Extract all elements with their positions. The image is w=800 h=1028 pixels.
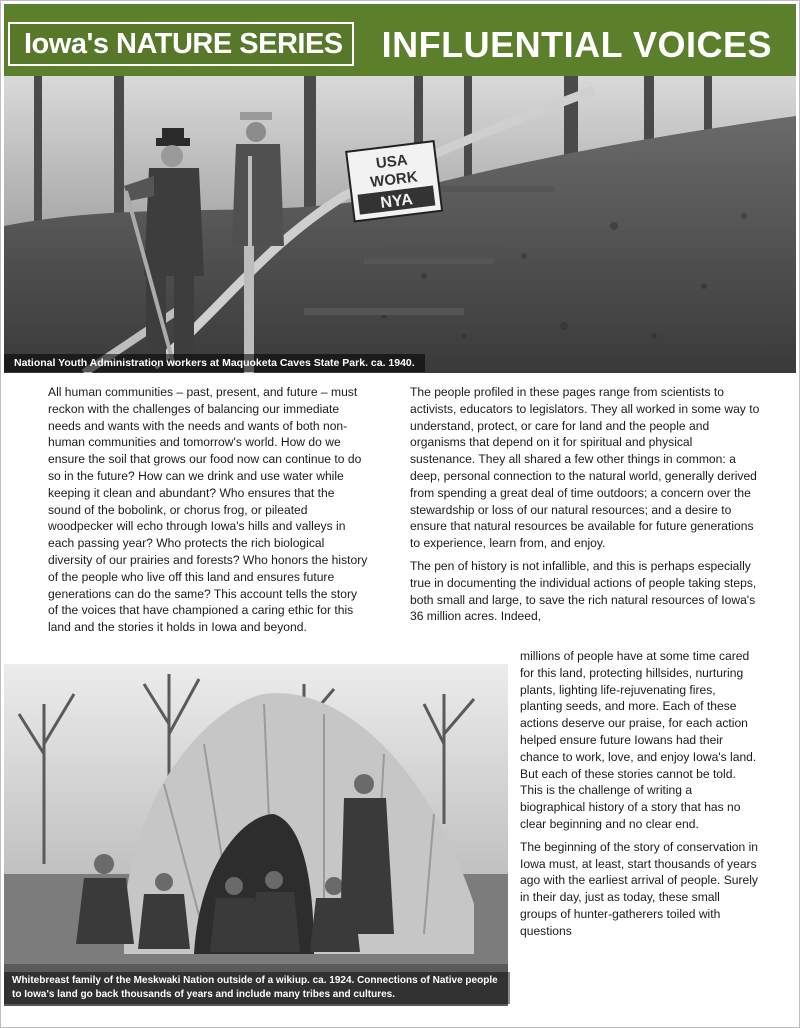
article-left-column bbox=[48, 384, 370, 642]
bottom-photo bbox=[4, 664, 508, 1006]
top-photo-caption: National Youth Administration workers at Maquoketa Caves State Park. ca. 1940. bbox=[4, 354, 425, 372]
history-paragraph-continued: millions of people have at some time cared for this land, protecting hillsides, nurturing plants, lighting life-rejuvenating fires, planting seeds, and more. Each of these actions deserve our praise, for each action helped ensure future Iowans had their chance to work, love, and enjoy Iowa's land. But each of these stories cannot be told. This is the challenge of writing a biographical history of a story that has no clear beginning and no clear end. bbox=[520, 649, 757, 831]
nya-workers-photo bbox=[4, 76, 796, 373]
page-title: INFLUENTIAL VOICES bbox=[381, 24, 772, 65]
wikiup-family-photo bbox=[4, 664, 508, 1006]
sign-text-usa: USA bbox=[375, 151, 409, 173]
beginning-paragraph: The beginning of the story of conservation in Iowa must, at least, start thousands of years ago with the earliest arrival of people. Surely in their day, just as today, these small groups of hunter-gatherers toiled with questions bbox=[520, 839, 758, 938]
history-paragraph-start: The pen of history is not infallible, and this is perhaps especially true in documenting the individual actions of people taking steps, both small and large, to save the rich natural resources of Iowa's 36 million acres. Indeed, bbox=[410, 558, 757, 624]
sign-text-nya: NYA bbox=[379, 191, 414, 212]
top-photo bbox=[4, 76, 796, 373]
sign-text-work: WORK bbox=[369, 168, 419, 192]
header-banner bbox=[4, 4, 796, 76]
series-label: Iowa's NATURE SERIES bbox=[8, 22, 354, 66]
article-right-column bbox=[410, 384, 760, 631]
article-right-narrow-column bbox=[520, 648, 760, 946]
profiles-paragraph: The people profiled in these pages range from scientists to activists, educators to legislators. They all worked in some way to understand, protect, or care for land and the people and organisms that depend on it for spiritual and physical sustenance. They all shared a few other things in common: a deep, personal connection to the natural world, generally derived from spending a great deal of time outdoors; a concern over the stewardship or loss of our natural resources; and a desire to ensure that natural resources be available for future generations to experience, learn from, and enjoy. bbox=[410, 385, 760, 551]
intro-paragraph: All human communities – past, present, and future – must reckon with the challenges of balancing our immediate needs and wants with the needs and wants of both non-human communities and tomorrow's world. How do we ensure the soil that grows our food now can continue to do so in the future? How can we drink and use water while keeping it clean and abundant? Who ensures that the sound of the bobolink, or chorus frog, or pileated woodpecker will echo through Iowa's hills and valleys in each passing year? Who protects the rich biological diversity of our prairies and forests? Who honors the history of the people who live off this land and ensures future generations can do the same? This account tells the story of the voices that have championed a caring ethic for this land and the stories it holds in Iowa and beyond. bbox=[48, 385, 368, 635]
bottom-photo-caption: Whitebreast family of the Meskwaki Nation outside of a wikiup. ca. 1924. Connections of Native people to Iowa's land go back thousands of years and include many tribes and cultures. bbox=[4, 972, 510, 1004]
